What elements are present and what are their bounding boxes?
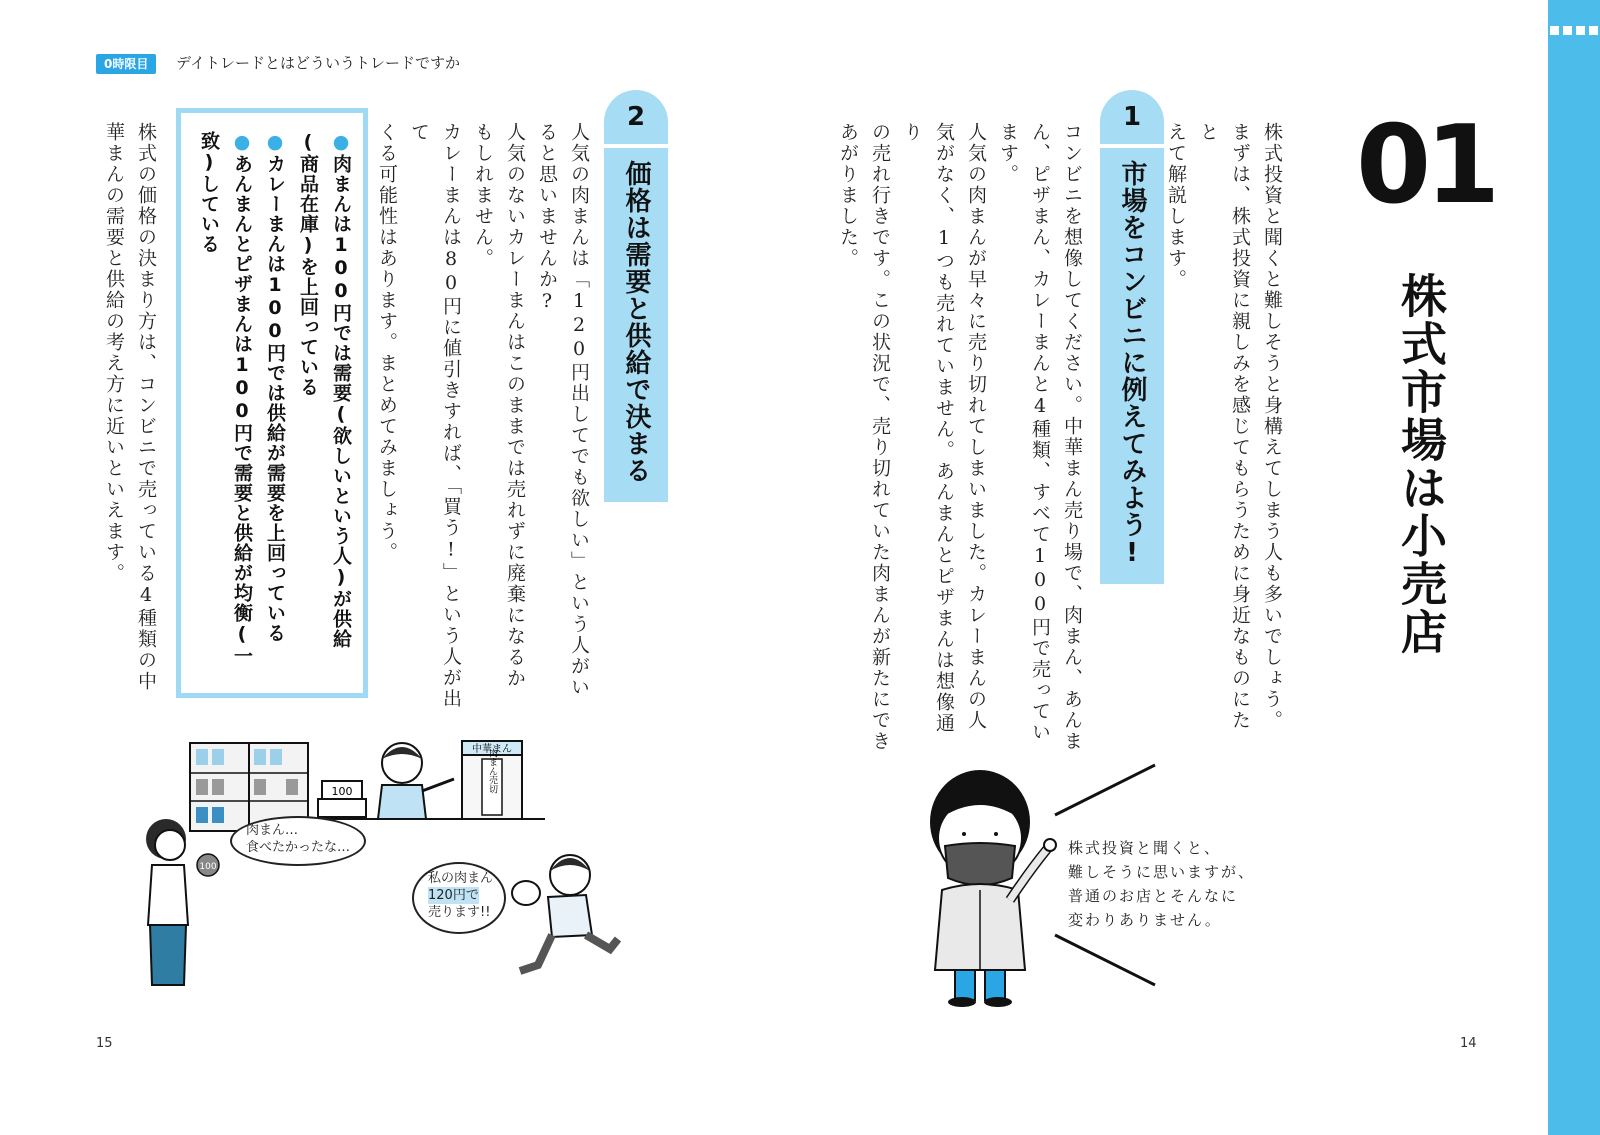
edge-tab <box>1548 0 1600 1135</box>
section2-title: 価格は需要と供給で決まる <box>621 160 651 484</box>
section2-line: 人気のないカレーまんはこのままでは売れずに廃棄になるか <box>504 122 526 689</box>
closing-line: 華まんの需要と供給の考え方に近いといえます。 <box>103 122 125 584</box>
summary-bullet: ●カレーまんは100円では供給が需要を上回っている <box>264 131 286 643</box>
bullet-dot-icon: ● <box>264 131 286 154</box>
header-title: デイトレードとはどういうトレードですか <box>176 54 460 72</box>
page-number-right: 14 <box>1460 1036 1477 1051</box>
intro-line: 株式投資と聞くと難しそうと身構えてしまう人も多いでしょう。 <box>1261 122 1283 731</box>
woman-speech-line: 食べたかったな… <box>246 840 351 855</box>
chapter-title: 株式市場は小売店 <box>1394 272 1448 656</box>
section2-line: 人気の肉まんは「120円出してでも欲しい」という人がい <box>568 122 590 698</box>
masked-man-speech-line: 難しそうに思いますが、 <box>1068 863 1256 881</box>
section1-body <box>837 122 1088 752</box>
section1-title: 市場をコンビニに例えてみよう! <box>1117 160 1147 569</box>
coin-label: 100 <box>199 862 217 872</box>
boy-speech-line: 120円で <box>428 888 479 903</box>
boy-speech-line: 私の肉まん <box>428 871 494 886</box>
register-display: 100 <box>331 785 353 798</box>
bullet-dot-icon: ● <box>330 131 352 154</box>
page-number-left: 15 <box>96 1036 113 1051</box>
sold-out-banner: 肉まん売切 <box>487 748 497 794</box>
section2-line: もしれません。 <box>472 122 494 269</box>
section-badge: 0時限目 <box>96 54 156 74</box>
boy-speech-bubble <box>412 862 506 934</box>
edge-dots <box>1550 26 1598 35</box>
section1-line: の売れ行きです。この状況で、売り切れていた肉まんが新たにでき <box>869 122 891 752</box>
woman-speech-line: 肉まん… <box>246 823 299 838</box>
section1-line: コンビニを想像してください。中華まん売り場で、肉まん、あんま <box>1061 122 1083 752</box>
summary-box <box>176 108 368 698</box>
section2-body <box>376 122 595 712</box>
shop-sign: 中華まん <box>472 744 512 755</box>
summary-list <box>197 131 357 681</box>
section1-line: あがりました。 <box>837 122 859 269</box>
masked-man-speech-line: 普通のお店とそんなに <box>1068 887 1239 905</box>
section1-number: 1 <box>1122 102 1142 132</box>
closing-line: 株式の価格の決まり方は、コンビニで売っている4種類の中 <box>135 122 157 692</box>
intro-text <box>1165 122 1288 742</box>
intro-line: えて解説します。 <box>1165 122 1187 290</box>
summary-bullet: ●肉まんは100円では需要(欲しいという人)が供給(商品在庫)を上回っている <box>297 131 352 649</box>
section1-line: ん、ピザまん、カレーまんと4種類、すべて100円で売っています。 <box>997 122 1051 743</box>
section2-line: カレーまんは80円に値引きすれば、「買う!」という人が出て <box>408 122 462 710</box>
masked-man-speech <box>1068 836 1255 932</box>
summary-bullet: ●あんまんとピザまんは100円で需要と供給が均衡(一致)している <box>198 131 253 666</box>
masked-man-speech-line: 変わりありません。 <box>1068 911 1222 929</box>
section1-divider <box>1100 144 1164 148</box>
convenience-store-illustration <box>140 735 640 1010</box>
section2-line: くる可能性はあります。まとめてみましょう。 <box>376 122 398 563</box>
section2-line: ると思いませんか? <box>536 122 558 314</box>
masked-man-speech-line: 株式投資と聞くと、 <box>1068 839 1222 857</box>
section1-heading <box>1100 90 1164 584</box>
closing-text <box>92 122 162 712</box>
bullet-dot-icon: ● <box>231 131 253 154</box>
intro-line: まずは、株式投資に親しみを感じてもらうために身近なものにたと <box>1197 122 1251 731</box>
section2-divider <box>604 144 668 148</box>
section1-line: 気がなく、1つも売れていません。あんまんとピザまんは想像通り <box>901 122 955 734</box>
section2-heading <box>604 90 668 502</box>
section1-line: 人気の肉まんが早々に売り切れてしまいました。カレーまんの人 <box>965 122 987 731</box>
chapter-number: 01 <box>1356 103 1495 228</box>
section2-number: 2 <box>626 102 646 132</box>
woman-speech-bubble <box>230 816 366 866</box>
boy-speech-line: 売ります!! <box>428 905 491 920</box>
